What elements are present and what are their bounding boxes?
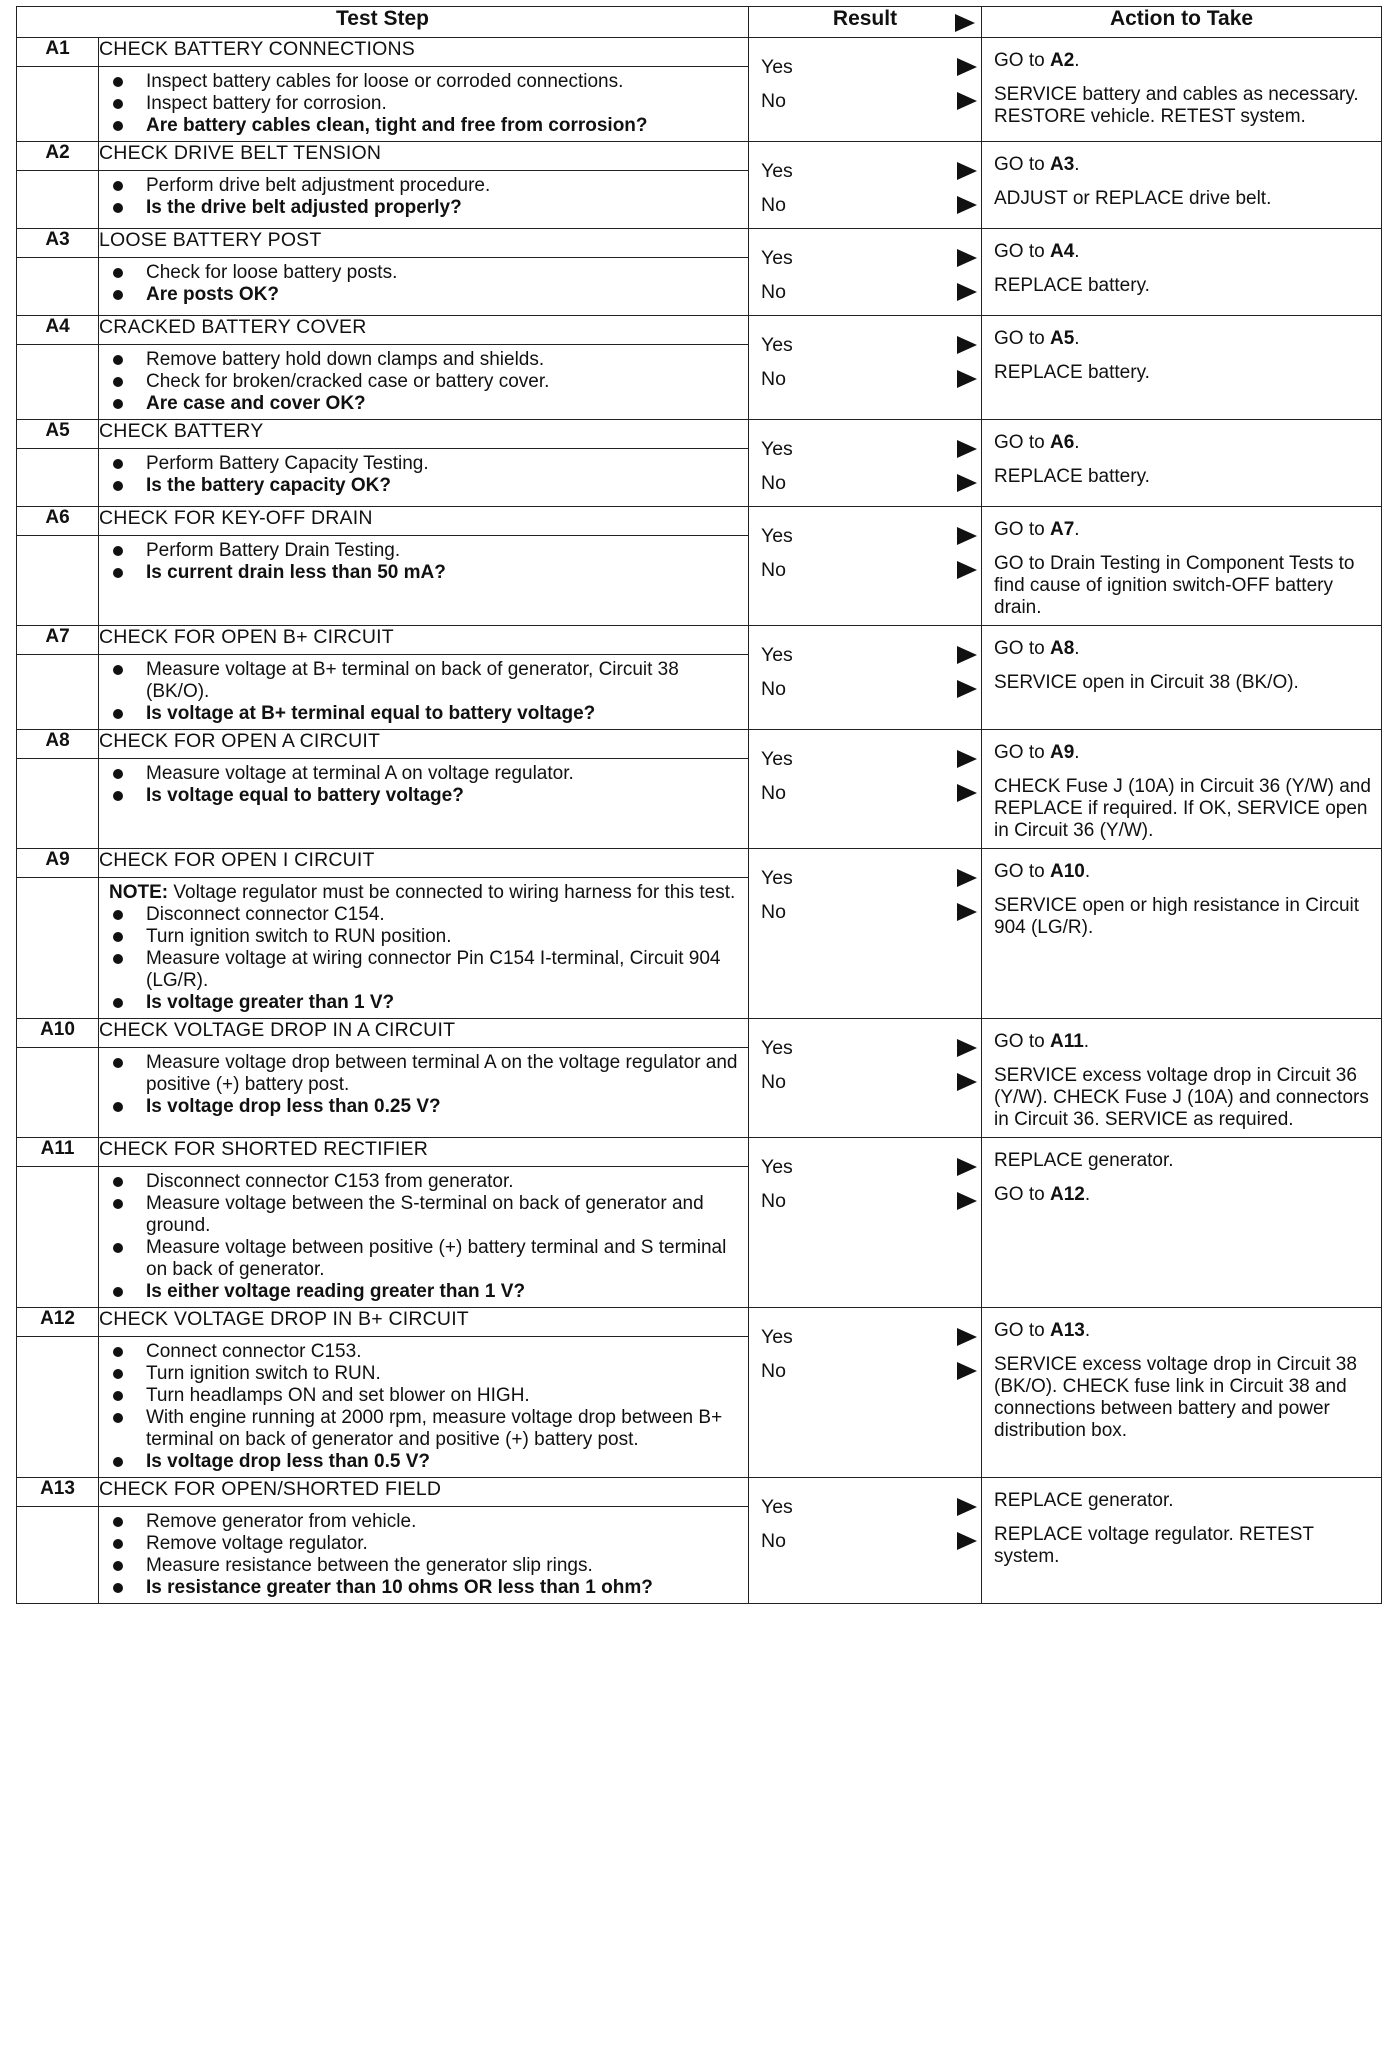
step-instruction: Turn headlamps ON and set blower on HIGH. [109,1385,738,1407]
action-no: REPLACE battery. [994,362,1150,383]
step-id-spacer [17,759,99,849]
step-title: CHECK VOLTAGE DROP IN A CIRCUIT [99,1019,749,1048]
step-result [749,316,982,420]
action-yes: GO to A7. [994,519,1080,540]
result-no-label: No [761,281,786,303]
action-no: GO to Drain Testing in Component Tests to find cause of ignition switch-OFF battery drain. [994,553,1355,618]
step-checklist [109,904,738,1014]
step-title: CRACKED BATTERY COVER [99,316,749,345]
step-title: CHECK VOLTAGE DROP IN B+ CIRCUIT [99,1308,749,1337]
step-question: Is either voltage reading greater than 1 V? [109,1281,738,1303]
step-id-spacer [17,1507,99,1604]
step-id-spacer [17,67,99,142]
step-instruction: Disconnect connector C154. [109,904,738,926]
step-id-spacer [17,1048,99,1138]
action-yes: GO to A6. [994,432,1080,453]
result-yes [749,1031,981,1065]
step-body [99,759,749,849]
step-body [99,258,749,316]
action-no: ADJUST or REPLACE drive belt. [994,188,1272,209]
step-result [749,142,982,229]
step-id-spacer [17,536,99,626]
result-no [749,1524,981,1558]
arrow-right-icon [957,92,977,110]
arrow-right-icon [957,162,977,180]
arrow-right-icon [957,283,977,301]
result-no [749,672,981,706]
result-no-label: No [761,472,786,494]
step-body [99,1048,749,1138]
step-instruction: Remove generator from vehicle. [109,1511,738,1533]
result-yes [749,1150,981,1184]
result-no [749,1065,981,1099]
step-reference: A3 [1049,154,1075,175]
step-action [982,38,1382,142]
result-no [749,1354,981,1388]
action-no: REPLACE battery. [994,275,1150,296]
result-no-label: No [761,194,786,216]
step-result [749,1019,982,1138]
action-no: REPLACE voltage regulator. RETEST system. [994,1524,1314,1567]
diagnostic-table [16,6,1382,1604]
step-title: CHECK DRIVE BELT TENSION [99,142,749,171]
step-instruction: Inspect battery for corrosion. [109,93,738,115]
arrow-right-icon [957,903,977,921]
step-question: Is resistance greater than 10 ohms OR less than 1 ohm? [109,1577,738,1599]
step-instruction: Turn ignition switch to RUN position. [109,926,738,948]
arrow-right-icon [957,1362,977,1380]
step-id-spacer [17,171,99,229]
step-reference: A8 [1049,638,1075,659]
action-no: GO to A12. [994,1184,1091,1205]
arrow-right-icon [957,249,977,267]
result-yes [749,241,981,275]
step-action [982,1308,1382,1478]
step-reference: A9 [1049,742,1075,763]
step-body [99,536,749,626]
arrow-right-icon [957,527,977,545]
step-id: A6 [17,507,99,536]
step-id-spacer [17,655,99,730]
step-instruction: Inspect battery cables for loose or corroded connections. [109,71,738,93]
step-action [982,626,1382,730]
step-id: A2 [17,142,99,171]
step-checklist [109,349,738,415]
step-instruction: With engine running at 2000 rpm, measure voltage drop between B+ terminal on back of generator and positive (+) battery post. [109,1407,738,1451]
result-yes [749,154,981,188]
step-id: A9 [17,849,99,878]
step-body [99,655,749,730]
result-yes-label: Yes [761,1156,793,1178]
step-instruction: Disconnect connector C153 from generator. [109,1171,738,1193]
step-result [749,1308,982,1478]
step-instruction: Measure resistance between the generator slip rings. [109,1555,738,1577]
header-action: Action to Take [982,7,1382,38]
step-action [982,1138,1382,1308]
result-no [749,553,981,587]
step-result [749,420,982,507]
step-title-row [17,316,1382,345]
arrow-right-icon [957,370,977,388]
step-question: Are posts OK? [109,284,738,306]
step-checklist [109,71,738,137]
step-title: CHECK FOR OPEN B+ CIRCUIT [99,626,749,655]
result-no [749,84,981,118]
result-no-label: No [761,782,786,804]
step-id-spacer [17,258,99,316]
result-no-label: No [761,90,786,112]
result-no-label: No [761,559,786,581]
step-id: A1 [17,38,99,67]
step-action [982,142,1382,229]
step-result [749,507,982,626]
step-action [982,1019,1382,1138]
header-test-step: Test Step [17,7,749,38]
step-id: A8 [17,730,99,759]
action-yes: GO to A9. [994,742,1080,763]
step-title-row [17,142,1382,171]
step-id: A3 [17,229,99,258]
step-result [749,626,982,730]
step-instruction: Perform Battery Capacity Testing. [109,453,738,475]
result-yes-label: Yes [761,247,793,269]
step-reference: A4 [1049,241,1075,262]
step-body [99,67,749,142]
step-id: A13 [17,1478,99,1507]
step-result [749,229,982,316]
step-instruction: Measure voltage between the S-terminal on back of generator and ground. [109,1193,738,1237]
result-yes [749,861,981,895]
arrow-right-icon [957,784,977,802]
step-instruction: Remove voltage regulator. [109,1533,738,1555]
step-instruction: Measure voltage at wiring connector Pin C154 I-terminal, Circuit 904 (LG/R). [109,948,738,992]
result-no [749,776,981,810]
result-no [749,275,981,309]
step-title-row [17,849,1382,878]
arrow-right-icon [957,561,977,579]
action-yes: GO to A3. [994,154,1080,175]
step-action [982,420,1382,507]
step-result [749,730,982,849]
step-result [749,849,982,1019]
step-checklist [109,1341,738,1473]
arrow-right-icon [957,1328,977,1346]
step-result [749,38,982,142]
step-instruction: Measure voltage between positive (+) battery terminal and S terminal on back of generator. [109,1237,738,1281]
result-no [749,895,981,929]
result-no-label: No [761,1530,786,1552]
step-instruction: Measure voltage at terminal A on voltage regulator. [109,763,738,785]
result-yes-label: Yes [761,525,793,547]
step-id: A7 [17,626,99,655]
step-instruction: Perform drive belt adjustment procedure. [109,175,738,197]
step-title: CHECK BATTERY [99,420,749,449]
action-no: CHECK Fuse J (10A) in Circuit 36 (Y/W) and REPLACE if required. If OK, SERVICE open in Circuit 36 (Y/W). [994,776,1371,841]
step-question: Is voltage equal to battery voltage? [109,785,738,807]
result-yes [749,50,981,84]
action-no: REPLACE battery. [994,466,1150,487]
step-body [99,1337,749,1478]
step-question: Are case and cover OK? [109,393,738,415]
arrow-right-icon [955,14,975,32]
step-id-spacer [17,345,99,420]
result-yes-label: Yes [761,867,793,889]
step-title: CHECK FOR OPEN A CIRCUIT [99,730,749,759]
result-yes [749,1320,981,1354]
steps-body [17,38,1382,1604]
action-no: SERVICE battery and cables as necessary. RESTORE vehicle. RETEST system. [994,84,1359,127]
step-action [982,1478,1382,1604]
action-yes: GO to A4. [994,241,1080,262]
step-reference: A11 [1049,1031,1084,1052]
step-reference: A12 [1049,1184,1085,1205]
step-instruction: Remove battery hold down clamps and shields. [109,349,738,371]
action-yes: REPLACE generator. [994,1150,1174,1171]
step-body [99,449,749,507]
step-question: Are battery cables clean, tight and free from corrosion? [109,115,738,137]
result-no [749,188,981,222]
result-yes-label: Yes [761,438,793,460]
arrow-right-icon [957,474,977,492]
result-yes-label: Yes [761,1496,793,1518]
step-checklist [109,1511,738,1599]
result-no [749,1184,981,1218]
arrow-right-icon [957,1073,977,1091]
step-title: CHECK FOR KEY-OFF DRAIN [99,507,749,536]
step-title-row [17,38,1382,67]
step-id: A12 [17,1308,99,1337]
step-note-label: NOTE: [109,882,169,903]
result-yes-label: Yes [761,748,793,770]
step-instruction: Check for broken/cracked case or battery cover. [109,371,738,393]
step-id-spacer [17,878,99,1019]
arrow-right-icon [957,58,977,76]
step-id: A10 [17,1019,99,1048]
step-body [99,171,749,229]
action-yes: GO to A8. [994,638,1080,659]
action-yes: GO to A11. [994,1031,1090,1052]
step-title: CHECK FOR SHORTED RECTIFIER [99,1138,749,1167]
step-question: Is voltage greater than 1 V? [109,992,738,1014]
step-reference: A2 [1049,50,1075,71]
action-yes: GO to A13. [994,1320,1091,1341]
step-title-row [17,1019,1382,1048]
result-no [749,466,981,500]
step-action [982,849,1382,1019]
step-title: CHECK BATTERY CONNECTIONS [99,38,749,67]
step-title-row [17,1308,1382,1337]
step-title-row [17,1478,1382,1507]
step-question: Is the drive belt adjusted properly? [109,197,738,219]
result-yes-label: Yes [761,160,793,182]
result-yes [749,328,981,362]
step-instruction: Connect connector C153. [109,1341,738,1363]
action-no: SERVICE open or high resistance in Circuit 904 (LG/R). [994,895,1360,938]
arrow-right-icon [957,646,977,664]
result-yes [749,742,981,776]
step-title: CHECK FOR OPEN I CIRCUIT [99,849,749,878]
step-checklist [109,175,738,219]
arrow-right-icon [957,336,977,354]
step-id-spacer [17,1337,99,1478]
arrow-right-icon [957,680,977,698]
step-instruction: Measure voltage drop between terminal A on the voltage regulator and positive (+) battery post. [109,1052,738,1096]
result-yes [749,432,981,466]
step-checklist [109,540,738,584]
step-reference: A7 [1049,519,1075,540]
step-instruction: Measure voltage at B+ terminal on back of generator, Circuit 38 (BK/O). [109,659,738,703]
step-question: Is current drain less than 50 mA? [109,562,738,584]
step-title-row [17,1138,1382,1167]
step-id: A5 [17,420,99,449]
step-instruction: Turn ignition switch to RUN. [109,1363,738,1385]
arrow-right-icon [957,1498,977,1516]
step-title-row [17,229,1382,258]
result-yes-label: Yes [761,1326,793,1348]
step-title-row [17,730,1382,759]
header-result-label: Result [832,7,898,30]
step-checklist [109,1171,738,1303]
arrow-right-icon [957,750,977,768]
result-yes-label: Yes [761,56,793,78]
step-checklist [109,659,738,725]
result-yes [749,638,981,672]
step-result [749,1138,982,1308]
result-no-label: No [761,901,786,923]
result-no-label: No [761,1071,786,1093]
step-reference: A5 [1049,328,1075,349]
step-body [99,1167,749,1308]
result-yes-label: Yes [761,334,793,356]
arrow-right-icon [957,196,977,214]
step-body [99,878,749,1019]
step-body [99,1507,749,1604]
header-result [749,7,982,38]
step-action [982,507,1382,626]
result-no-label: No [761,1190,786,1212]
step-checklist [109,763,738,807]
action-yes: GO to A2. [994,50,1080,71]
step-reference: A6 [1049,432,1075,453]
step-question: Is the battery capacity OK? [109,475,738,497]
result-no [749,362,981,396]
step-instruction: Check for loose battery posts. [109,262,738,284]
step-checklist [109,453,738,497]
step-result [749,1478,982,1604]
table-header [17,7,1382,38]
action-no: SERVICE excess voltage drop in Circuit 38 (BK/O). CHECK fuse link in Circuit 38 and connections between battery and power distribution box. [994,1354,1357,1441]
arrow-right-icon [957,1532,977,1550]
step-question: Is voltage at B+ terminal equal to battery voltage? [109,703,738,725]
action-yes: REPLACE generator. [994,1490,1174,1511]
step-question: Is voltage drop less than 0.5 V? [109,1451,738,1473]
step-instruction: Perform Battery Drain Testing. [109,540,738,562]
step-reference: A10 [1049,861,1085,882]
step-action [982,730,1382,849]
action-yes: GO to A5. [994,328,1080,349]
step-question: Is voltage drop less than 0.25 V? [109,1096,738,1118]
arrow-right-icon [957,1158,977,1176]
arrow-right-icon [957,869,977,887]
step-title: LOOSE BATTERY POST [99,229,749,258]
result-yes-label: Yes [761,1037,793,1059]
result-no-label: No [761,1360,786,1382]
step-action [982,229,1382,316]
step-checklist [109,262,738,306]
step-reference: A13 [1049,1320,1085,1341]
action-no: SERVICE open in Circuit 38 (BK/O). [994,672,1299,693]
step-id-spacer [17,449,99,507]
result-no-label: No [761,368,786,390]
result-yes [749,519,981,553]
step-id: A4 [17,316,99,345]
arrow-right-icon [957,1039,977,1057]
step-id: A11 [17,1138,99,1167]
step-checklist [109,1052,738,1118]
result-no-label: No [761,678,786,700]
step-body [99,345,749,420]
step-note: NOTE: Voltage regulator must be connected to wiring harness for this test. [109,882,736,903]
action-yes: GO to A10. [994,861,1091,882]
step-title-row [17,626,1382,655]
step-title: CHECK FOR OPEN/SHORTED FIELD [99,1478,749,1507]
step-action [982,316,1382,420]
step-title-row [17,420,1382,449]
result-yes-label: Yes [761,644,793,666]
action-no: SERVICE excess voltage drop in Circuit 36 (Y/W). CHECK Fuse J (10A) and connectors in Circuit 36. SERVICE as required. [994,1065,1369,1130]
step-title-row [17,507,1382,536]
arrow-right-icon [957,440,977,458]
result-yes [749,1490,981,1524]
arrow-right-icon [957,1192,977,1210]
step-id-spacer [17,1167,99,1308]
